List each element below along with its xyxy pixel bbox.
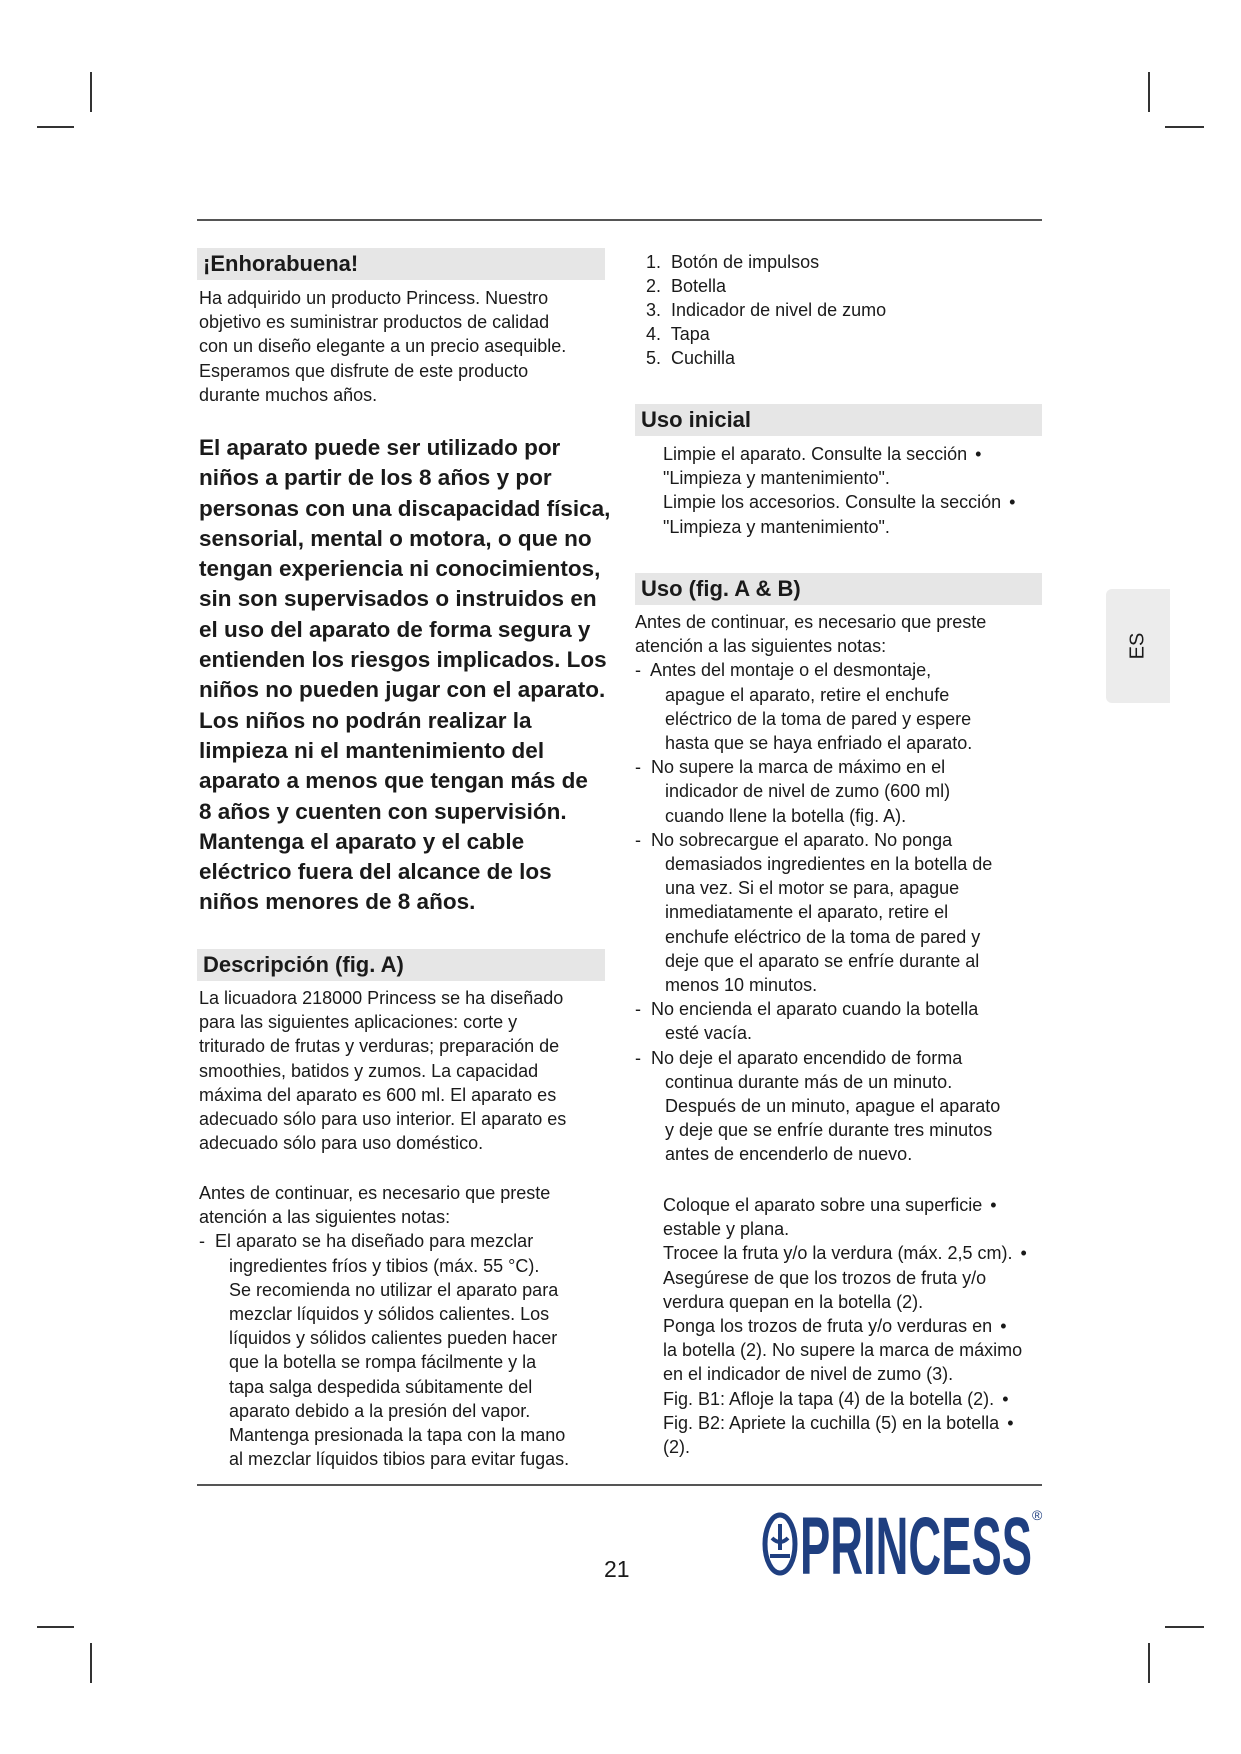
text-line: apague el aparato, retire el enchufe [635,684,950,705]
text-line: aparato a menos que tengan más de [199,768,588,794]
text-line: al mezclar líquidos tibios para evitar fugas. [199,1449,570,1470]
crop-mark [1165,1626,1204,1628]
text-line: El aparato puede ser utilizado por [199,435,561,460]
text-line-content: "Limpieza y mantenimiento". [663,468,890,489]
language-tab [1106,589,1170,703]
text-line: - Antes del montaje o el desmontaje, [635,660,932,681]
text-line: continua durante más de un minuto. [635,1071,953,1092]
svg-text:®: ® [1032,1507,1043,1523]
text-line: triturado de frutas y verduras; preparación de [199,1036,560,1057]
text-line: atención a las siguientes notas: [199,1207,451,1228]
crop-mark [1148,72,1150,112]
text-line: adecuado sólo para uso doméstico. [199,1133,484,1154]
text-line: máxima del aparato es 600 ml. El aparato es [199,1084,557,1105]
text-line-content: Fig. B2: Apriete la cuchilla (5) en la botella [663,1412,1000,1433]
text-line-content: Coloque el aparato sobre una superficie [663,1195,983,1215]
text-line-content: verdura quepan en la botella (2). [663,1291,924,1312]
text-line: Después de un minuto, apague el aparato [635,1096,1001,1117]
heading-description: Descripción (fig. A) [197,949,605,981]
text-line-content: Limpie los accesorios. Consulte la sección [663,492,1002,513]
text-line: ingredientes fríos y tibios (máx. 55 °C). [199,1255,540,1276]
text-line: smoothies, batidos y zumos. La capacidad [199,1060,539,1081]
description-notes [199,1181,569,1471]
text-line: entienden los riesgos implicados. Los [199,647,607,673]
text-line: Los niños no podrán realizar la [199,707,532,733]
text-line: limpieza ni el mantenimiento del [199,737,545,763]
text-line: inmediatamente el aparato, retire el [635,902,949,923]
text-line [663,1435,1027,1459]
text-line [663,1411,1027,1435]
text-line: demasiados ingredientes en la botella de [635,854,993,875]
text-line: y deje que se enfríe durante tres minutos [635,1120,993,1141]
bullet-icon: • [1007,1412,1014,1433]
description-text [199,986,566,1155]
congrats-text [199,286,566,407]
text-line [663,1362,1027,1386]
text-line [663,1314,1027,1338]
text-line: tengan experiencia ni conocimientos, [199,556,601,582]
text-line: deje que el aparato se enfríe durante al [635,950,980,971]
bullet-icon: • [1009,492,1016,513]
heading-congrats: ¡Enhorabuena! [197,248,605,280]
text-line [663,1193,1027,1217]
text-line: Se recomienda no utilizar el aparato para [199,1279,559,1300]
use-steps [663,1193,1027,1459]
text-line: tapa salga despedida súbitamente del [199,1376,533,1397]
text-line [663,1290,1027,1314]
crop-mark [37,126,74,128]
text-line: Antes de continuar, es necesario que preste [635,612,987,632]
text-line: indicador de nivel de zumo (600 ml) [635,781,951,802]
text-line-content: "Limpieza y mantenimiento". [663,516,890,537]
text-line: aparato debido a la presión del vapor. [199,1400,531,1421]
text-line: líquidos y sólidos calientes pueden hacer [199,1328,558,1349]
text-line: Mantenga el aparato y el cable [199,828,525,854]
text-line-content: (2). [663,1437,690,1458]
text-line: sensorial, mental o motora, o que no [199,525,592,551]
crop-mark [37,1626,74,1628]
text-line-content: Fig. B1: Afloje la tapa (4) de la botella (2). [663,1388,995,1409]
bullet-icon: • [1000,1316,1007,1337]
text-line-content: en el indicador de nivel de zumo (3). [663,1364,954,1385]
text-line-content: la botella (2). No supere la marca de máximo [663,1340,1023,1361]
crop-mark [1165,126,1204,128]
top-rule [197,219,1042,221]
text-line: personas con una discapacidad física, [199,495,611,521]
text-line: mezclar líquidos y sólidos calientes. Los [199,1304,550,1325]
text-line: el uso del aparato de forma segura y [199,616,591,642]
text-line: La licuadora 218000 Princess se ha diseñado [199,988,564,1008]
text-line: que la botella se rompa fácilmente y la [199,1352,537,1373]
text-line: Antes de continuar, es necesario que preste [199,1183,551,1203]
text-line: Mantenga presionada la tapa con la mano [199,1425,566,1446]
text-line: antes de encenderlo de nuevo. [635,1144,913,1165]
text-line: 1. Botón de impulsos [646,252,820,272]
text-line: Esperamos que disfrute de este producto [199,360,529,381]
use-notes [635,610,1000,1167]
bullet-icon: • [1020,1243,1027,1264]
text-line [663,1266,1027,1290]
text-line [663,1241,1027,1265]
svg-text:PRINCESS: PRINCESS [800,1504,1032,1580]
text-line: - No supere la marca de máximo en el [635,757,946,778]
princess-logo [762,1504,1046,1580]
crop-mark [1148,1643,1150,1683]
text-line: - No deje el aparato encendido de forma [635,1047,963,1068]
text-line-content: Ponga los trozos de fruta y/o verduras en [663,1316,993,1337]
text-line: adecuado sólo para uso interior. El aparato es [199,1109,567,1130]
text-line: hasta que se haya enfriado el aparato. [635,733,973,754]
crop-mark [90,72,92,112]
text-line: 5. Cuchilla [646,348,736,368]
text-line-content: Limpie el aparato. Consulte la sección [663,444,968,464]
text-line-content: estable y plana. [663,1219,790,1240]
text-line: niños a partir de los 8 años y por [199,465,552,491]
text-line: - No encienda el aparato cuando la botella [635,999,979,1020]
text-line-content: Trocee la fruta y/o la verdura (máx. 2,5 cm). [663,1243,1013,1264]
text-line [663,1217,1027,1241]
text-line: 2. Botella [646,276,727,296]
crop-mark [90,1643,92,1683]
text-line: enchufe eléctrico de la toma de pared y [635,926,981,947]
text-line: eléctrico fuera del alcance de los [199,859,552,885]
language-tab-label: ES [1126,632,1149,660]
text-line: - No sobrecargue el aparato. No ponga [635,829,953,850]
parts-list [646,250,886,370]
bullet-icon: • [1002,1388,1009,1409]
text-line: eléctrico de la toma de pared y espere [635,708,972,729]
bullet-icon: • [975,444,982,464]
text-line: con un diseño elegante a un precio asequible. [199,336,567,357]
text-line: Ha adquirido un producto Princess. Nuestro [199,288,549,308]
text-line: objetivo es suministrar productos de calidad [199,312,550,333]
text-line: menos 10 minutos. [635,975,818,996]
safety-warning [199,433,610,918]
bullet-icon: • [990,1195,997,1215]
text-line [663,1338,1027,1362]
text-line: niños menores de 8 años. [199,889,476,915]
text-line [663,490,1015,514]
initial-use-text [663,442,1015,539]
heading-initial-use: Uso inicial [635,404,1042,436]
text-line: niños no pueden jugar con el aparato. [199,677,606,703]
text-line: una vez. Si el motor se para, apague [635,878,960,899]
text-line [663,515,1015,539]
text-line: cuando llene la botella (fig. A). [635,805,907,826]
text-line [663,1387,1027,1411]
page-number: 21 [604,1556,630,1582]
bottom-rule [197,1484,1042,1486]
heading-use: Uso (fig. A & B) [635,573,1042,605]
text-line [663,466,1015,490]
text-line: 8 años y cuenten con supervisión. [199,798,567,824]
text-line: 3. Indicador de nivel de zumo [646,300,887,320]
text-line-content: Asegúrese de que los trozos de fruta y/o [663,1267,987,1288]
text-line: esté vacía. [635,1023,753,1044]
text-line: para las siguientes aplicaciones: corte y [199,1012,518,1033]
text-line: durante muchos años. [199,384,378,405]
text-line: - El aparato se ha diseñado para mezclar [199,1231,534,1252]
text-line: sin son supervisados o instruidos en [199,586,597,612]
text-line: atención a las siguientes notas: [635,636,887,657]
text-line: 4. Tapa [646,324,710,344]
text-line [663,442,1015,466]
